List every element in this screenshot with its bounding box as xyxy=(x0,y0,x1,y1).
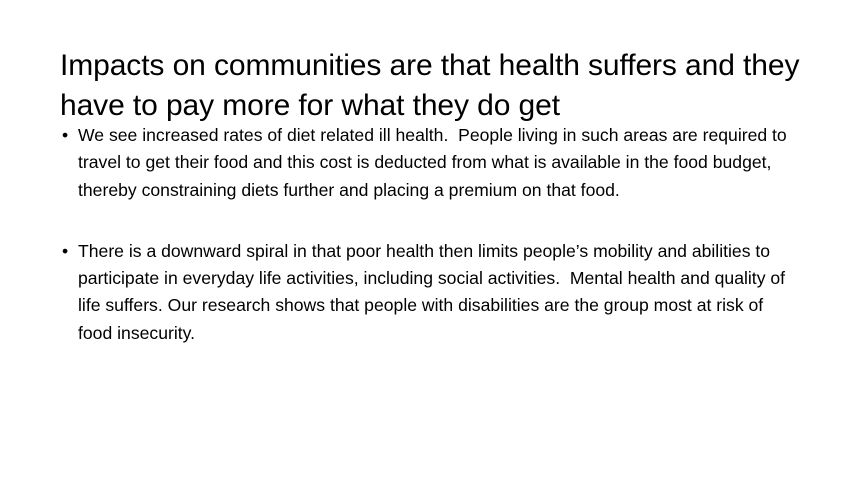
page-title: Impacts on communities are that health suffers and they have to pay more for what they do get xyxy=(60,49,800,122)
slide-body xyxy=(60,122,800,347)
list-item-text: We see increased rates of diet related ill health. People living in such areas are required to travel to get their food and this cost is deducted from what is available in the food budget, thereby constraining diets further and placing a premium on that food. xyxy=(78,125,792,200)
bullet-icon: • xyxy=(62,125,69,145)
bullet-icon: • xyxy=(62,240,69,261)
list-item xyxy=(60,238,800,347)
list-item-text: There is a downward spiral in that poor health then limits people’s mobility and abilities to participate in everyday life activities, including social activities. Mental health and quality of life suffers. Our research shows that people with disabilities are the group most at risk of food insecurity. xyxy=(78,240,790,343)
list-item xyxy=(60,122,800,204)
